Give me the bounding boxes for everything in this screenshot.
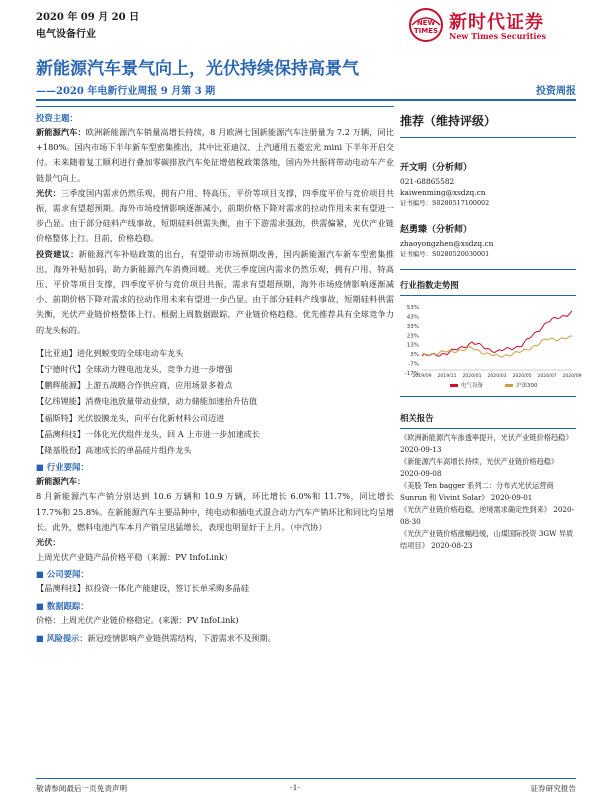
analyst-cert: 证书编号：S0280517100002 (400, 199, 490, 207)
x-tick-label: 2019/09 (412, 374, 432, 379)
nev-label: 新能源汽车： (36, 127, 86, 137)
x-tick-label: 2020/07 (537, 374, 557, 379)
industry-label: 电气设备行业 (36, 29, 96, 40)
y-tick-label: 43% (406, 314, 419, 321)
related-report-link[interactable]: 《光伏产业链价格涨幅趋缓，山煤国际投资 3GW 异质结项目》 2020-08-23 (400, 529, 574, 550)
x-tick-label: 2020/03 (487, 374, 507, 379)
page-number: -1- (290, 783, 300, 792)
investment-theme-head: 投资主题： (36, 113, 78, 123)
footer-rule (36, 778, 576, 779)
report-title: 新能源汽车景气向上，光伏持续保持高景气 (36, 59, 359, 79)
logo-mark-text: NEW TIMES (413, 19, 439, 35)
stock-item: 【亿纬锂能】消费电池放量带动业绩，动力储能加速抬升估值 (36, 396, 258, 407)
pv-text: 三季度国内需求仍然乐观，拥有户用、特高压、平价等项目支撑，四季度平价与竞价项目共振，需求有望超预期。海外市场疫情影响逐渐减小，前期价格下降对需求的拉动作用未来有望进一步凸显。由于部分硅料产线事故，短期硅料供需失衡，由于下游需求强劲，供需偏紧，光伏产业链价格整体上行。目前，价格趋稳。 (36, 187, 394, 244)
chart-head-rule (400, 295, 576, 296)
footer-disclaimer[interactable]: 敬请参阅最后一页免责声明 (36, 784, 128, 793)
related-report-link[interactable]: 《欧洲新能源汽车渗透率提升，光伏产业链价格趋稳》 2020-09-13 (400, 433, 573, 454)
company-news-text: 【晶澳科技】拟投资一体化产能建设，签订长单采购多晶硅 (36, 583, 249, 594)
related-list (400, 432, 576, 552)
related-report-link[interactable]: 《光伏产业链价格趋稳，逆境需求确定性到来》 2020-08-30 (400, 505, 574, 526)
advice-label: 投资建议： (36, 248, 79, 259)
analyst-email[interactable]: zhaoyongzhen@xsdzq.cn (400, 239, 494, 248)
y-tick-label: -7% (408, 361, 419, 368)
analyst-block (400, 222, 576, 259)
pv-label: 光伏： (36, 187, 61, 198)
nev2-text: 8 月新能源汽车产销分别达到 10.6 万辆和 10.9 万辆，环比增长 6.0%和 11.7%，同比增长 17.7%和 25.8%。在新能源汽车主要品种中，纯电动和插电式混合动力汽车产销环比和同比均呈增长。此外，燃料电池汽车本月产销呈迅猛增长，表现也明显好于上月。（中汽协） (36, 491, 394, 532)
stock-item: 【比亚迪】进化到蜕变的全球电动车龙头 (36, 347, 184, 358)
analyst-email[interactable]: kaiwenming@xsdzq.cn (400, 188, 486, 197)
stock-item: 【晶澳科技】一体化光伏组件龙头，回 A 上市进一步加速成长 (36, 428, 261, 439)
x-tick-label: 2020/05 (512, 374, 532, 379)
analyst-cert: 证书编号：S0280520030001 (400, 250, 490, 258)
y-tick-label: 33% (406, 323, 419, 330)
legend-label: 电气设备 (461, 383, 484, 389)
related-head: 相关报告 (400, 413, 434, 423)
pv-paragraph (36, 186, 394, 247)
legend-swatch (505, 384, 513, 387)
x-tick-label: 2019/11 (437, 374, 457, 379)
analyst-phone: 021-68865582 (400, 177, 455, 186)
company-news-head: ■ 公司要闻： (36, 569, 89, 580)
related-report-link[interactable]: 《新能源汽车高增长持续，光伏产业链价格趋稳》 2020-09-08 (400, 457, 559, 478)
rating-rule (400, 137, 576, 138)
y-tick-label: -17% (404, 371, 419, 377)
rating: 推荐（维持评级） (400, 114, 497, 128)
logo-text-en: New Times Securities (449, 31, 547, 41)
nev-text: 欧洲新能源汽车销量高增长持续，8 月欧洲七国新能源汽车注册量为 7.2 万辆，同比+180%。国内市场下半年新车型密集推出，其中比亚迪汉、上汽通用五菱宏光 mini 下半年开启交付。未来随着复工顺利进行叠加零碳排放汽车免征增值税政策落地，国内外共振将带动电动车产业链景气向上。 (36, 127, 394, 183)
risk-text: 新冠疫情影响产业链供需结构，下游需求不及预期。 (87, 632, 276, 643)
logo-text-cn: 新时代证券 (449, 12, 544, 33)
x-tick-label: 2020/01 (462, 374, 482, 379)
right-column (400, 106, 582, 552)
stock-item: 【宁德时代】全球动力锂电池龙头，竞争力进一步增强 (36, 364, 233, 375)
analyst-name: 开文明（分析师） (400, 163, 473, 173)
risk-head: ■ 风险提示： (36, 632, 88, 643)
stock-item: 【鹏辉能源】上游五战略合作供应商，应用场景多着点 (36, 380, 233, 391)
y-tick-label: 3% (410, 352, 419, 359)
company-logo (407, 7, 445, 43)
pv2-text: 上周光伏产业链产品价格平稳（来源：PV InfoLink） (36, 552, 233, 563)
data-tracking-text: 价格：上周光伏产业链价格稳定。(来源：PV InfoLink) (36, 614, 239, 625)
y-tick-label: 13% (406, 342, 419, 349)
nev-paragraph (36, 125, 394, 186)
industry-news-head: ■ 行业要闻： (36, 462, 89, 473)
header-rule (36, 99, 576, 101)
related-rule (400, 428, 576, 429)
analyst-block (400, 160, 576, 208)
stock-item: 【福斯特】光伏胶膜龙头，向平台化新材料公司迈进 (36, 412, 225, 423)
legend-swatch (450, 384, 458, 387)
footer-report-label: 证券研究报告 (530, 784, 576, 793)
analyst-rule (400, 269, 576, 270)
x-tick-label: 2020/09 (562, 374, 582, 379)
related-report-link[interactable]: 《美股 Ten bagger 系列二：分布式光伏运营商 Sunrun 和 Vivint Solar》 2020-09-01 (400, 481, 554, 502)
nev2-label: 新能源汽车： (36, 476, 86, 487)
stock-list (36, 345, 394, 458)
legend-label: 沪深300 (516, 383, 538, 389)
report-date: 2020 年 09 月 20 日 (36, 12, 140, 23)
y-tick-label: 23% (406, 333, 419, 340)
advice-paragraph (36, 247, 394, 338)
pv2-label: 光伏： (36, 537, 61, 548)
analyst-name: 赵勇臻（分析师） (400, 225, 473, 235)
chart-head: 行业指数走势图 (400, 280, 459, 290)
index-trend-chart (400, 300, 582, 392)
left-column (36, 106, 394, 757)
series-line-1 (422, 311, 572, 356)
report-subtitle: ——2020 年电新行业周报 9 月第 3 期 (36, 86, 216, 97)
risk-paragraph (36, 631, 394, 646)
data-tracking-head: ■ 数据跟踪： (36, 600, 89, 611)
advice-text: 新能源汽车补贴政策的出台，有望带动市场预期改善，国内新能源汽车新车型密集推出，海外补贴加码，助力新能源汽车消费回暖。光伏三季度国内需求仍然乐观，拥有户用、特高压、平价等项目支撑，四季度平价与竞价项目共振，需求有望超预期，海外市场疫情影响逐渐减小、前期价格下降对需求的拉动作用未来有望进一步凸显。由于部分硅料产线事故，短期硅料供需失衡，光伏产业链价格整体上行。根据上周数据跟踪，产业链价格趋稳。优先推荐具有全球竞争力的龙头标的。 (36, 248, 394, 335)
report-type: 投资周报 (536, 86, 576, 97)
stock-item: 【隆基股份】高速成长的单晶硅片组件龙头 (36, 445, 192, 456)
y-tick-label: 53% (406, 305, 419, 311)
chart-rule (400, 396, 576, 397)
